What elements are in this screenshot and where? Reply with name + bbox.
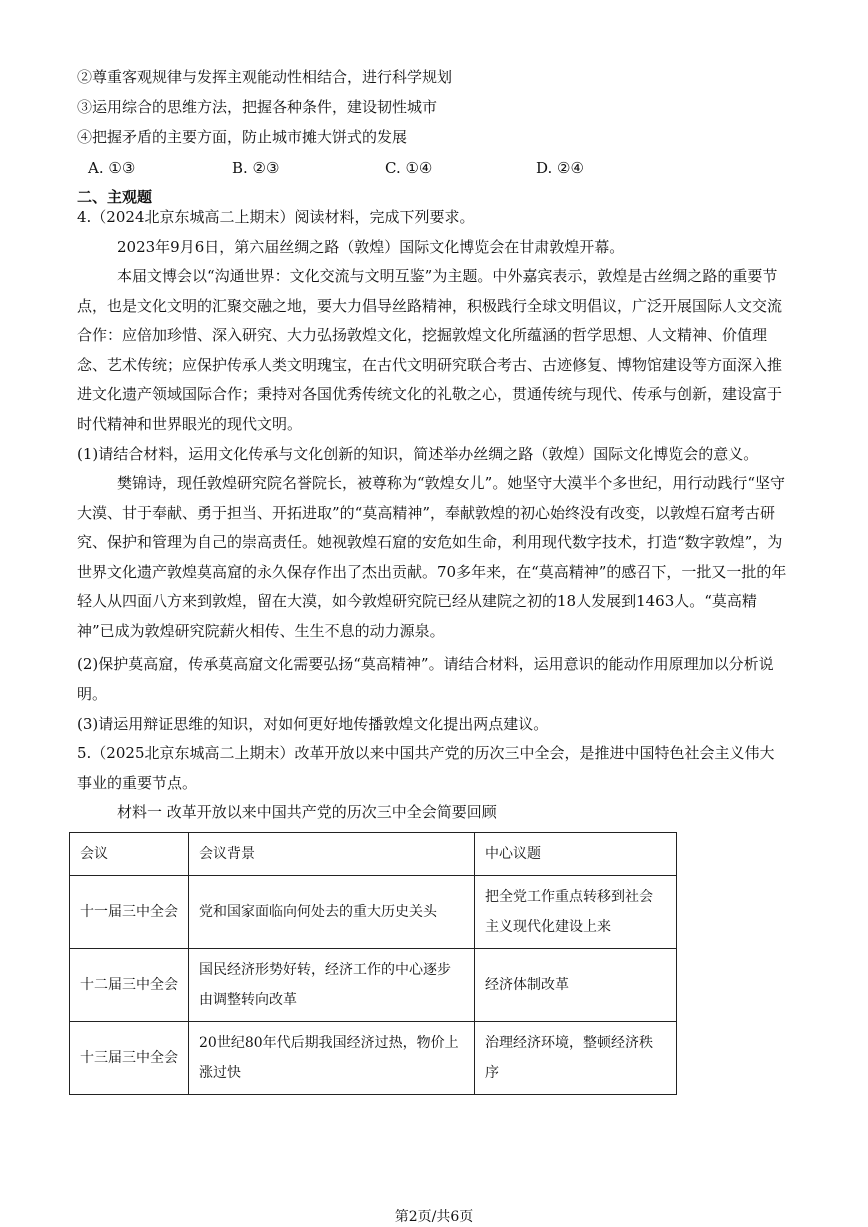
q4-subquestion-1: (1)请结合材料，运用文化传承与文化创新的知识，简述举办丝绸之路（敦煌）国际文化博览会的意义。 <box>77 445 759 463</box>
table-caption: 材料一 改革开放以来中国共产党的历次三中全会简要回顾 <box>117 803 497 821</box>
table-cell: 十一届三中全会 <box>70 876 189 949</box>
table-cell: 十三届三中全会 <box>70 1022 189 1095</box>
table-cell: 治理经济环境，整顿经济秩序 <box>475 1022 677 1095</box>
table-row <box>70 949 677 1022</box>
table-cell: 国民经济形势好转，经济工作的中心逐步由调整转向改革 <box>189 949 475 1022</box>
column-header: 中心议题 <box>475 833 677 876</box>
column-header: 会议 <box>70 833 189 876</box>
table-row <box>70 1022 677 1095</box>
section-title: 二、主观题 <box>77 188 153 206</box>
page-footer: 第2页/共6页 <box>394 1209 474 1225</box>
table-row <box>70 876 677 949</box>
q4-header: 4.（2024北京东城高二上期末）阅读材料，完成下列要求。 <box>77 208 475 226</box>
choice-c: C. ①④ <box>385 159 433 177</box>
q4-paragraph-3: 樊锦诗，现任敦煌研究院名誉院长，被尊称为“敦煌女儿”。她坚守大漠半个多世纪，用行动践行“坚守大漠、甘于奉献、勇于担当、开拓进取”的“莫高精神”，奉献敦煌的初心始终没有改变，以敦煌石窟考古研究、保护和管理为自己的崇高责任。她视敦煌石窟的安危如生命，利用现代数字技术，打造“数字敦煌”，为世界文化遗产敦煌莫高窟的永久保存作出了杰出贡献。70多年来，在“莫高精神”的感召下，一批又一批的年轻人从四面八方来到敦煌，留在大漠，如今敦煌研究院已经从建院之初的18人发展到1463人。“莫高精神”已成为敦煌研究院薪火相传、生生不息的动力源泉。 <box>77 474 787 640</box>
q4-subquestion-2: (2)保护莫高窟，传承莫高窟文化需要弘扬“莫高精神”。请结合材料，运用意识的能动作用原理加以分析说明。 <box>77 655 774 703</box>
column-header: 会议背景 <box>189 833 475 876</box>
table-header-row <box>70 833 677 876</box>
choice-d: D. ②④ <box>536 159 584 177</box>
table-cell: 党和国家面临向何处去的重大历史关头 <box>189 876 475 949</box>
q4-paragraph-1: 2023年9月6日，第六届丝绸之路（敦煌）国际文化博览会在甘肃敦煌开幕。 <box>117 238 625 256</box>
q4-subquestion-3: (3)请运用辩证思维的知识，对如何更好地传播敦煌文化提出两点建议。 <box>77 715 549 733</box>
choice-b: B. ②③ <box>232 159 280 177</box>
summary-table <box>69 832 677 1095</box>
table-cell: 把全党工作重点转移到社会主义现代化建设上来 <box>475 876 677 949</box>
table-cell: 20世纪80年代后期我国经济过热，物价上涨过快 <box>189 1022 475 1095</box>
choice-a: A. ①③ <box>88 159 136 177</box>
q4-paragraph-2: 本届文博会以“沟通世界：文化交流与文明互鉴”为主题。中外嘉宾表示，敦煌是古丝绸之路的重要节点，也是文化文明的汇聚交融之地，要大力倡导丝路精神，积极践行全球文明倡议，广泛开展国际人文交流合作：应倍加珍惜、深入研究、大力弘扬敦煌文化，挖掘敦煌文化所蕴涵的哲学思想、人文精神、价值理念、艺术传统；应保护传承人类文明瑰宝，在古代文明研究联合考古、古迹修复、博物馆建设等方面深入推进文化遗产领域国际合作；秉持对各国优秀传统文化的礼敬之心，贯通传统与现代、传承与创新，建设富于时代精神和世界眼光的现代文明。 <box>77 267 783 433</box>
table-cell: 经济体制改革 <box>475 949 677 1022</box>
option-2: ②尊重客观规律与发挥主观能动性相结合，进行科学规划 <box>77 68 453 86</box>
table-cell: 十二届三中全会 <box>70 949 189 1022</box>
option-3: ③运用综合的思维方法，把握各种条件，建设韧性城市 <box>77 98 438 116</box>
q5-header: 5.（2025北京东城高二上期末）改革开放以来中国共产党的历次三中全会，是推进中国特色社会主义伟大事业的重要节点。 <box>77 744 775 792</box>
option-4: ④把握矛盾的主要方面，防止城市摊大饼式的发展 <box>77 128 408 146</box>
